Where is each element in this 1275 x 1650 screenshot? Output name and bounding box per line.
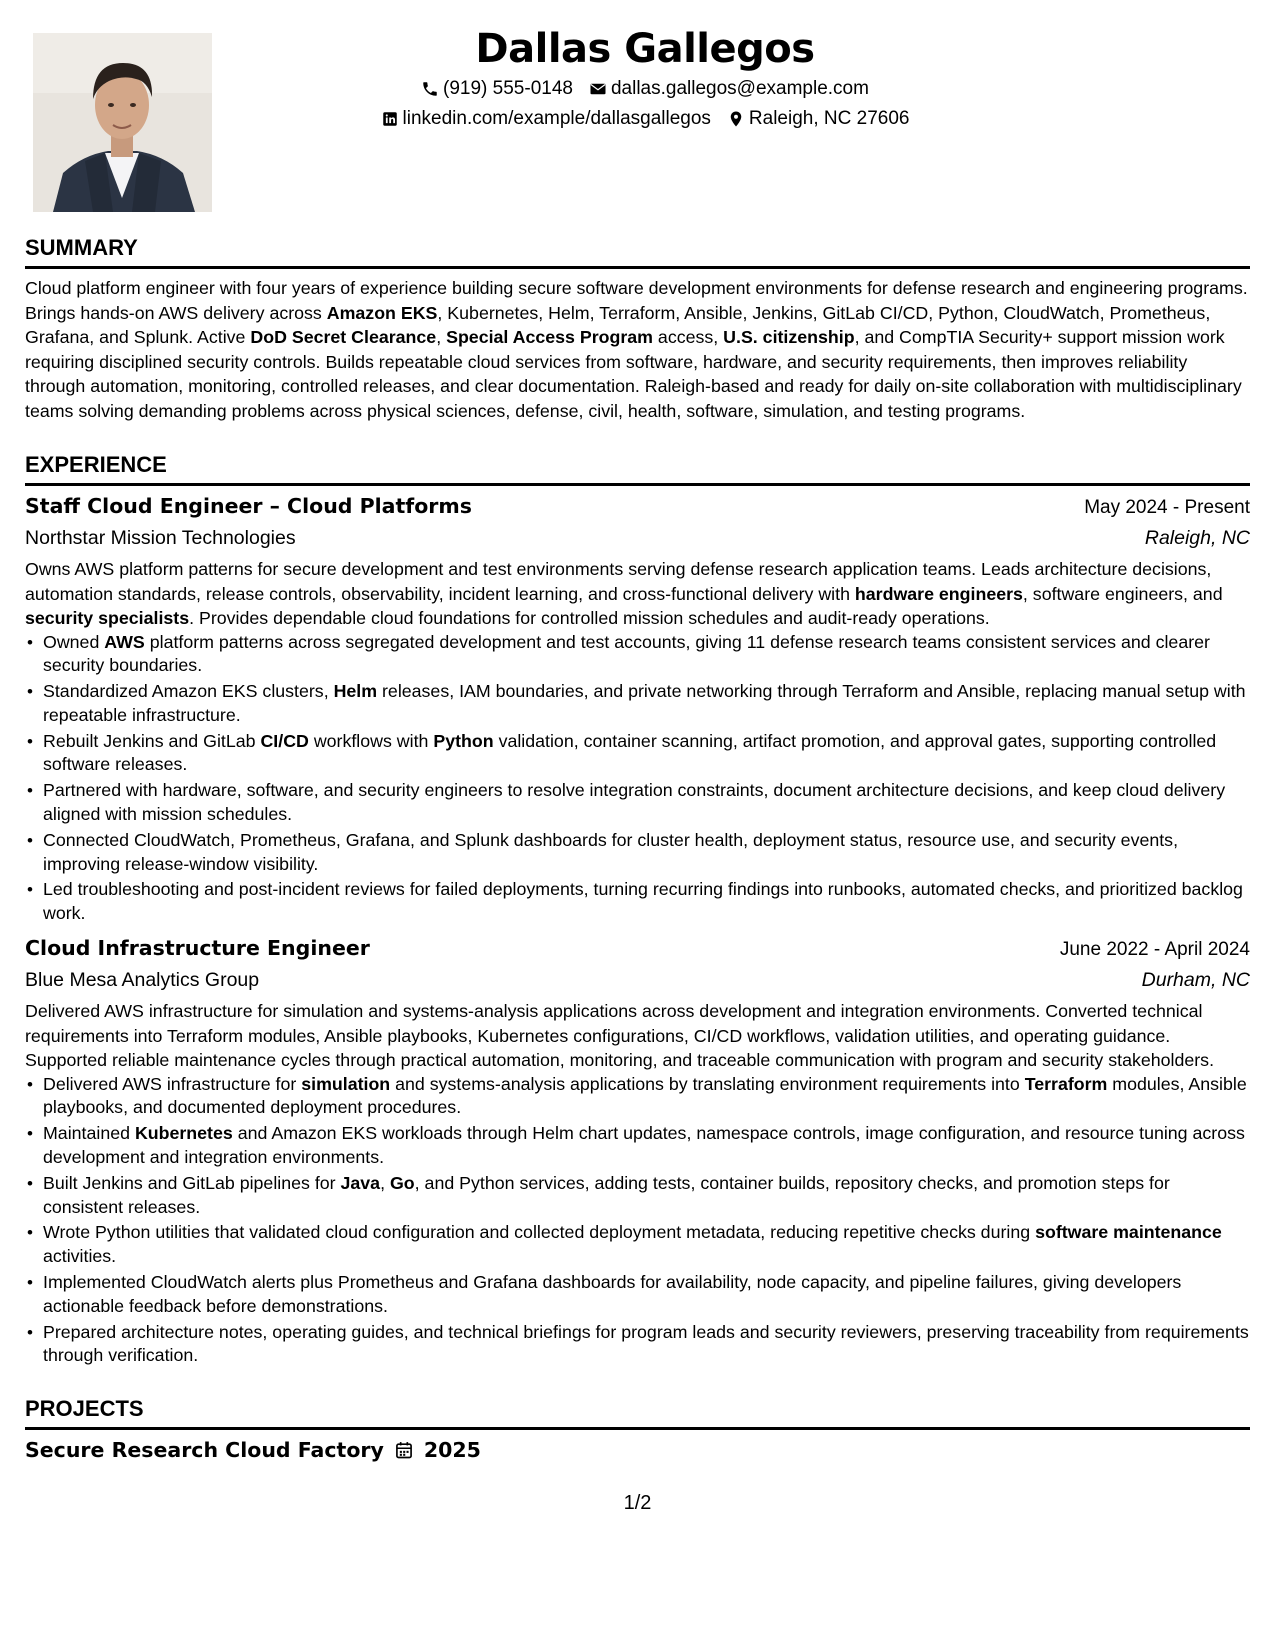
email-contact[interactable] — [589, 74, 869, 104]
bullet-item: • Maintained Kubernetes and Amazon EKS workloads through Helm chart updates, namespace controls, image configuration, and resource tuning across development and integration environments. — [43, 1122, 1250, 1170]
contact-line-1 — [250, 74, 1040, 104]
project-entry — [25, 1438, 1250, 1462]
bullet-item: • Prepared architecture notes, operating guides, and technical briefings for program leads and security reviewers, preserving traceability from requirements through verification. — [43, 1321, 1250, 1369]
bullet-item: • Delivered AWS infrastructure for simulation and systems-analysis applications by translating environment requirements into Terraform modules, Ansible playbooks, and documented deployment procedures. — [43, 1073, 1250, 1121]
email-text: dallas.gallegos@example.com — [610, 78, 869, 99]
job-subheader — [25, 969, 1250, 992]
project-title: Secure Research Cloud Factory — [25, 1438, 384, 1462]
map-pin-icon — [727, 110, 745, 128]
phone-text: (919) 555-0148 — [443, 78, 573, 99]
experience-section — [25, 452, 1250, 1370]
job-bullets — [25, 631, 1250, 927]
profile-photo — [33, 33, 212, 212]
summary-section — [25, 235, 1250, 423]
contact-line-2 — [250, 104, 1040, 134]
company-name: Blue Mesa Analytics Group — [25, 969, 260, 992]
bullet-item: • Built Jenkins and GitLab pipelines for Java, Go, and Python services, adding tests, container builds, repository checks, and promotion steps for consistent releases. — [43, 1172, 1250, 1220]
company-name: Northstar Mission Technologies — [25, 527, 296, 549]
page-number: 1/2 — [623, 1492, 652, 1514]
section-divider — [25, 266, 1250, 269]
bullet-item: • Connected CloudWatch, Prometheus, Grafana, and Splunk dashboards for cluster health, deployment status, resource use, and security events, improving release-window visibility. — [43, 829, 1250, 877]
job-header — [25, 936, 1250, 961]
phone-icon — [421, 80, 439, 98]
linkedin-text: linkedin.com/example/dallasgallegos — [402, 108, 711, 129]
phone-contact — [421, 74, 573, 104]
profile-photo-illustration — [33, 33, 212, 212]
job-location: Durham, NC — [1141, 969, 1250, 992]
job-title: Cloud Infrastructure Engineer — [25, 936, 370, 961]
bullet-item: • Rebuilt Jenkins and GitLab CI/CD workflows with Python validation, container scanning, artifact promotion, and approval gates, supporting controlled software releases. — [43, 730, 1250, 778]
job-description: Delivered AWS infrastructure for simulation and systems-analysis applications across development and integration environments. Converted technical requirements into Terraform modules, Ansible playbooks, Kubernetes configurations, CI/CD workflows, validation utilities, and operating guidance. Supported reliable maintenance cycles through practical automation, monitoring, and traceable communication with program and security stakeholders. — [25, 1001, 1215, 1071]
candidate-name: Dallas Gallegos — [475, 26, 815, 72]
calendar-icon — [394, 1440, 414, 1460]
linkedin-icon — [381, 110, 399, 128]
bullet-item: • Partnered with hardware, software, and security engineers to resolve integration constraints, document architecture decisions, and keep cloud delivery aligned with mission schedules. — [43, 779, 1250, 827]
projects-section — [25, 1396, 1250, 1462]
section-divider — [25, 483, 1250, 486]
location-contact — [727, 104, 910, 134]
job-dates: May 2024 - Present — [1084, 497, 1250, 518]
job-dates: June 2022 - April 2024 — [1059, 939, 1250, 961]
bullet-item: • Wrote Python utilities that validated cloud configuration and collected deployment metadata, reducing repetitive checks during software maintenance activities. — [43, 1221, 1250, 1269]
bullet-item: • Standardized Amazon EKS clusters, Helm releases, IAM boundaries, and private networking through Terraform and Ansible, replacing manual setup with repeatable infrastructure. — [43, 680, 1250, 728]
job-header — [25, 494, 1250, 519]
bullet-item: • Implemented CloudWatch alerts plus Prometheus and Grafana dashboards for availability, node capacity, and pipeline failures, giving developers actionable feedback before demonstrations. — [43, 1271, 1250, 1319]
section-divider — [25, 1427, 1250, 1430]
job-subheader — [25, 527, 1250, 550]
resume-header — [250, 24, 1040, 134]
experience-heading: EXPERIENCE — [25, 452, 167, 477]
bullet-item: • Led troubleshooting and post-incident reviews for failed deployments, turning recurring findings into runbooks, automated checks, and prioritized backlog work. — [43, 878, 1250, 926]
bullet-item: • Owned AWS platform patterns across segregated development and test accounts, giving 11 defense research teams consistent services and clearer security boundaries. — [43, 631, 1250, 679]
envelope-icon — [589, 80, 607, 98]
projects-heading: PROJECTS — [25, 1396, 144, 1421]
location-text: Raleigh, NC 27606 — [748, 108, 910, 129]
job-location: Raleigh, NC — [1144, 527, 1250, 549]
job-entry — [25, 936, 1250, 1368]
summary-heading: SUMMARY — [25, 235, 138, 260]
summary-paragraph: Cloud platform engineer with four years of experience building secure software development environments for defense research and engineering programs. Brings hands-on AWS delivery across Amazon EKS, Kubernetes, Helm, Terraform, Ansible, Jenkins, GitLab CI/CD, Python, CloudWatch, Prometheus, Grafana, and Splunk. Active DoD Secret Clearance, Special Access Program access, U.S. citizenship, and CompTIA Security+ support mission work requiring disciplined security controls. Builds repeatable cloud services from software, hardware, and security requirements, then improves reliability through automation, monitoring, controlled releases, and clear documentation. Raleigh-based and ready for daily on-site collaboration with multidisciplinary teams solving demanding problems across physical sciences, defense, civil, health, software, simulation, and testing programs. — [25, 278, 1248, 421]
project-year: 2025 — [423, 1438, 481, 1462]
job-bullets — [25, 1073, 1250, 1369]
linkedin-contact[interactable] — [381, 104, 711, 134]
job-description: Owns AWS platform patterns for secure development and test environments serving defense research application teams. Leads architecture decisions, automation standards, release controls, observability, incident learning, and cross-functional delivery with hardware engineers, software engineers, and security specialists. Provides dependable cloud foundations for controlled mission schedules and audit-ready operations. — [25, 559, 1223, 628]
job-title: Staff Cloud Engineer – Cloud Platforms — [25, 494, 472, 518]
job-entry — [25, 494, 1250, 926]
